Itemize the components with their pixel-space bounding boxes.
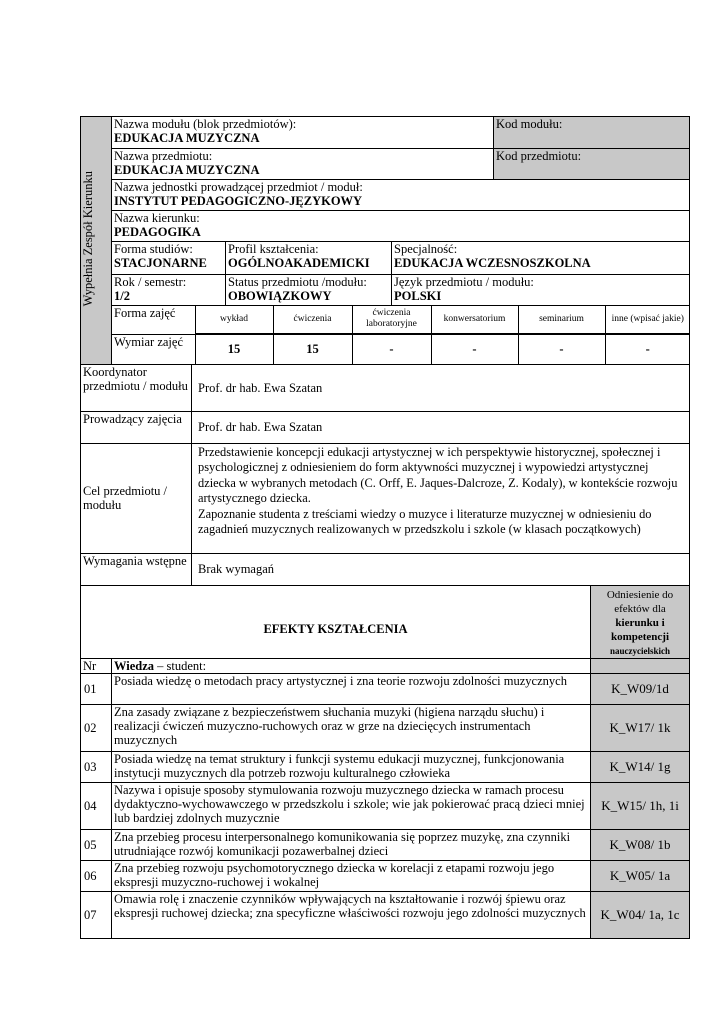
outcome-nr: 03 <box>81 751 112 782</box>
status-label: Status przedmiotu /modułu: <box>228 275 367 289</box>
class-forms-cell <box>112 306 690 335</box>
nr-header: Nr <box>81 658 112 673</box>
goal-label: Cel przedmiotu / modułu <box>81 443 192 553</box>
field-cell <box>112 211 690 242</box>
study-form-cell <box>112 242 226 275</box>
outcome-text: Zna przebieg rozwoju psychomotorycznego dziecka w korelacji z etapami rozwoju jego ekspresji muzyczno-ruchowej i wokalnej <box>112 860 591 891</box>
class-type-exercises: ćwiczenia <box>273 306 352 333</box>
profile-label: Profil kształcenia: <box>228 242 319 256</box>
class-forms-table <box>112 306 690 334</box>
module-name-cell <box>112 117 494 149</box>
status-cell <box>226 275 392 306</box>
outcome-code: K_W05/ 1a <box>591 860 690 891</box>
module-name-value: EDUKACJA MUZYCZNA <box>114 131 260 145</box>
specialty-label: Specjalność: <box>394 242 458 256</box>
hours-seminar: - <box>518 335 605 364</box>
unit-value: INSTYTUT PEDAGOGICZNO-JĘZYKOWY <box>114 194 363 208</box>
coordinator-value: Prof. dr hab. Ewa Szatan <box>192 364 690 411</box>
outcome-row <box>81 673 690 704</box>
profile-cell <box>226 242 392 275</box>
outcomes-table <box>80 585 690 939</box>
study-form-value: STACJONARNE <box>114 256 207 270</box>
coordinator-label: Koordynator przedmiotu / modułu <box>81 364 192 411</box>
outcome-text: Zna przebieg procesu interpersonalnego komunikowania się poprzez muzykę, zna czynniki utrudniające rozwój komunikacji pozawerbalnej dzieci <box>112 829 591 860</box>
outcome-nr: 06 <box>81 860 112 891</box>
teachers-label: Prowadzący zajęcia <box>81 411 192 443</box>
class-hours-table <box>112 335 690 364</box>
outcome-code: K_W09/1d <box>591 673 690 704</box>
outcome-code: K_W14/ 1g <box>591 751 690 782</box>
status-value: OBOWIĄZKOWY <box>228 289 332 303</box>
subject-code-cell <box>494 149 690 180</box>
reference-header-line3: nauczycielskich <box>610 645 671 656</box>
knowledge-suffix: – student: <box>154 658 207 673</box>
class-type-lecture: wykład <box>195 306 273 333</box>
class-form-label: Forma zajęć <box>112 306 195 333</box>
module-name-label: Nazwa modułu (blok przedmiotów): <box>114 117 297 131</box>
outcome-text: Omawia rolę i znaczenie czynników wpływających na kształtowanie i rozwój śpiewu oraz ekspresji ruchowej dziecka; zna specyficzne właściwości rozwoju jego zdolności muzycznych <box>112 891 591 938</box>
outcome-code: K_W08/ 1b <box>591 829 690 860</box>
outcome-row <box>81 891 690 938</box>
outcome-row <box>81 782 690 829</box>
prerequisites-value: Brak wymagań <box>192 553 690 585</box>
profile-value: OGÓLNOAKADEMICKI <box>228 256 370 270</box>
subject-code-label: Kod przedmiotu: <box>496 149 582 163</box>
knowledge-header-ref <box>591 658 690 673</box>
outcome-row <box>81 829 690 860</box>
subject-name-value: EDUKACJA MUZYCZNA <box>114 163 260 177</box>
outcome-nr: 02 <box>81 704 112 751</box>
outcome-row <box>81 704 690 751</box>
outcome-code: K_W15/ 1h, 1i <box>591 782 690 829</box>
study-form-label: Forma studiów: <box>114 242 193 256</box>
class-type-lab: ćwiczenia laboratoryjne <box>352 306 431 333</box>
specialty-cell <box>392 242 690 275</box>
field-value: PEDAGOGIKA <box>114 225 201 239</box>
subject-name-label: Nazwa przedmiotu: <box>114 149 213 163</box>
goal-paragraph-2: Zapoznanie studenta z treściami wiedzy o muzyce i literaturze muzycznej w odniesieniu do zagadnień muzycznych realizowanych w przedszkolu i szkole (w klasach początkowych) <box>198 506 652 537</box>
outcome-code: K_W04/ 1a, 1c <box>591 891 690 938</box>
outcome-row <box>81 751 690 782</box>
class-type-other: inne (wpisać jakie) <box>605 306 690 333</box>
class-hours-cell <box>112 334 690 364</box>
subject-name-cell <box>112 149 494 180</box>
outcomes-title: EFEKTY KSZTAŁCENIA <box>81 585 591 658</box>
outcome-nr: 05 <box>81 829 112 860</box>
unit-label: Nazwa jednostki prowadzącej przedmiot / moduł: <box>114 180 363 194</box>
outcome-nr: 01 <box>81 673 112 704</box>
outcome-text: Posiada wiedzę na temat struktury i funkcji systemu edukacji muzycznej, funkcjonowania instytucji muzycznych dla potrzeb rozwoju kulturalnego człowieka <box>112 751 591 782</box>
goal-paragraph-1: Przedstawienie koncepcji edukacji artystycznej w ich perspektywie historycznej, społecznej i psychologicznej z odniesieniem do form aktywności muzycznej i wypowiedzi artystycznej dziecka w wybranych metodach (C. Orff, E. Jaques-Dalcroze, Z. Kodaly), w kontekście rozwoju artystycznego dziecka. <box>198 444 678 506</box>
year-cell <box>112 275 226 306</box>
goal-cell <box>192 443 690 553</box>
hours-conversation: - <box>431 335 518 364</box>
knowledge-header <box>112 658 591 673</box>
field-label: Nazwa kierunku: <box>114 211 200 225</box>
hours-exercises: 15 <box>273 335 352 364</box>
class-hours-label: Wymiar zajęć <box>112 335 195 364</box>
syllabus-sheet <box>80 116 689 939</box>
outcome-nr: 07 <box>81 891 112 938</box>
year-label: Rok / semestr: <box>114 275 187 289</box>
outcomes-reference-header <box>591 585 690 658</box>
module-code-label: Kod modułu: <box>496 117 563 131</box>
hours-lab: - <box>352 335 431 364</box>
module-header-table <box>80 116 690 365</box>
outcome-text: Zna zasady związane z bezpieczeństwem słuchania muzyki (higiena narządu słuchu) i realizacji ćwiczeń muzyczno-ruchowych oraz w grze na dziecięcych instrumentach muzycznych <box>112 704 591 751</box>
details-table <box>80 364 690 586</box>
hours-other: - <box>605 335 690 364</box>
class-type-conversation: konwersatorium <box>431 306 518 333</box>
outcome-row <box>81 860 690 891</box>
language-value: POLSKI <box>394 289 442 303</box>
side-label: Wypełnia Zespół Kierunku <box>81 171 95 307</box>
reference-header-line1: Odniesienie do efektów dla <box>606 588 674 615</box>
side-label-cell <box>81 117 112 365</box>
specialty-value: EDUKACJA WCZESNOSZKOLNA <box>394 256 591 270</box>
language-label: Język przedmiotu / modułu: <box>394 275 534 289</box>
reference-header-line2: kierunku i kompetencji <box>610 616 670 643</box>
outcome-text: Nazywa i opisuje sposoby stymulowania rozwoju muzycznego dziecka w ramach procesu dydaktyczno-wychowawczego w przedszkolu i szkole; wie jak pokierować pracą dzieci mniej lub bardziej zdolnych muzycznie <box>112 782 591 829</box>
module-code-cell <box>494 117 690 149</box>
teachers-value: Prof. dr hab. Ewa Szatan <box>192 411 690 443</box>
hours-lecture: 15 <box>195 335 273 364</box>
outcome-nr: 04 <box>81 782 112 829</box>
unit-cell <box>112 180 690 211</box>
year-value: 1/2 <box>114 289 130 303</box>
outcome-code: K_W17/ 1k <box>591 704 690 751</box>
language-cell <box>392 275 690 306</box>
class-type-seminar: seminarium <box>518 306 605 333</box>
outcome-text: Posiada wiedzę o metodach pracy artystycznej i zna teorie rozwoju zdolności muzycznych <box>112 673 591 704</box>
prerequisites-label: Wymagania wstępne <box>81 553 192 585</box>
knowledge-label: Wiedza <box>114 658 155 673</box>
